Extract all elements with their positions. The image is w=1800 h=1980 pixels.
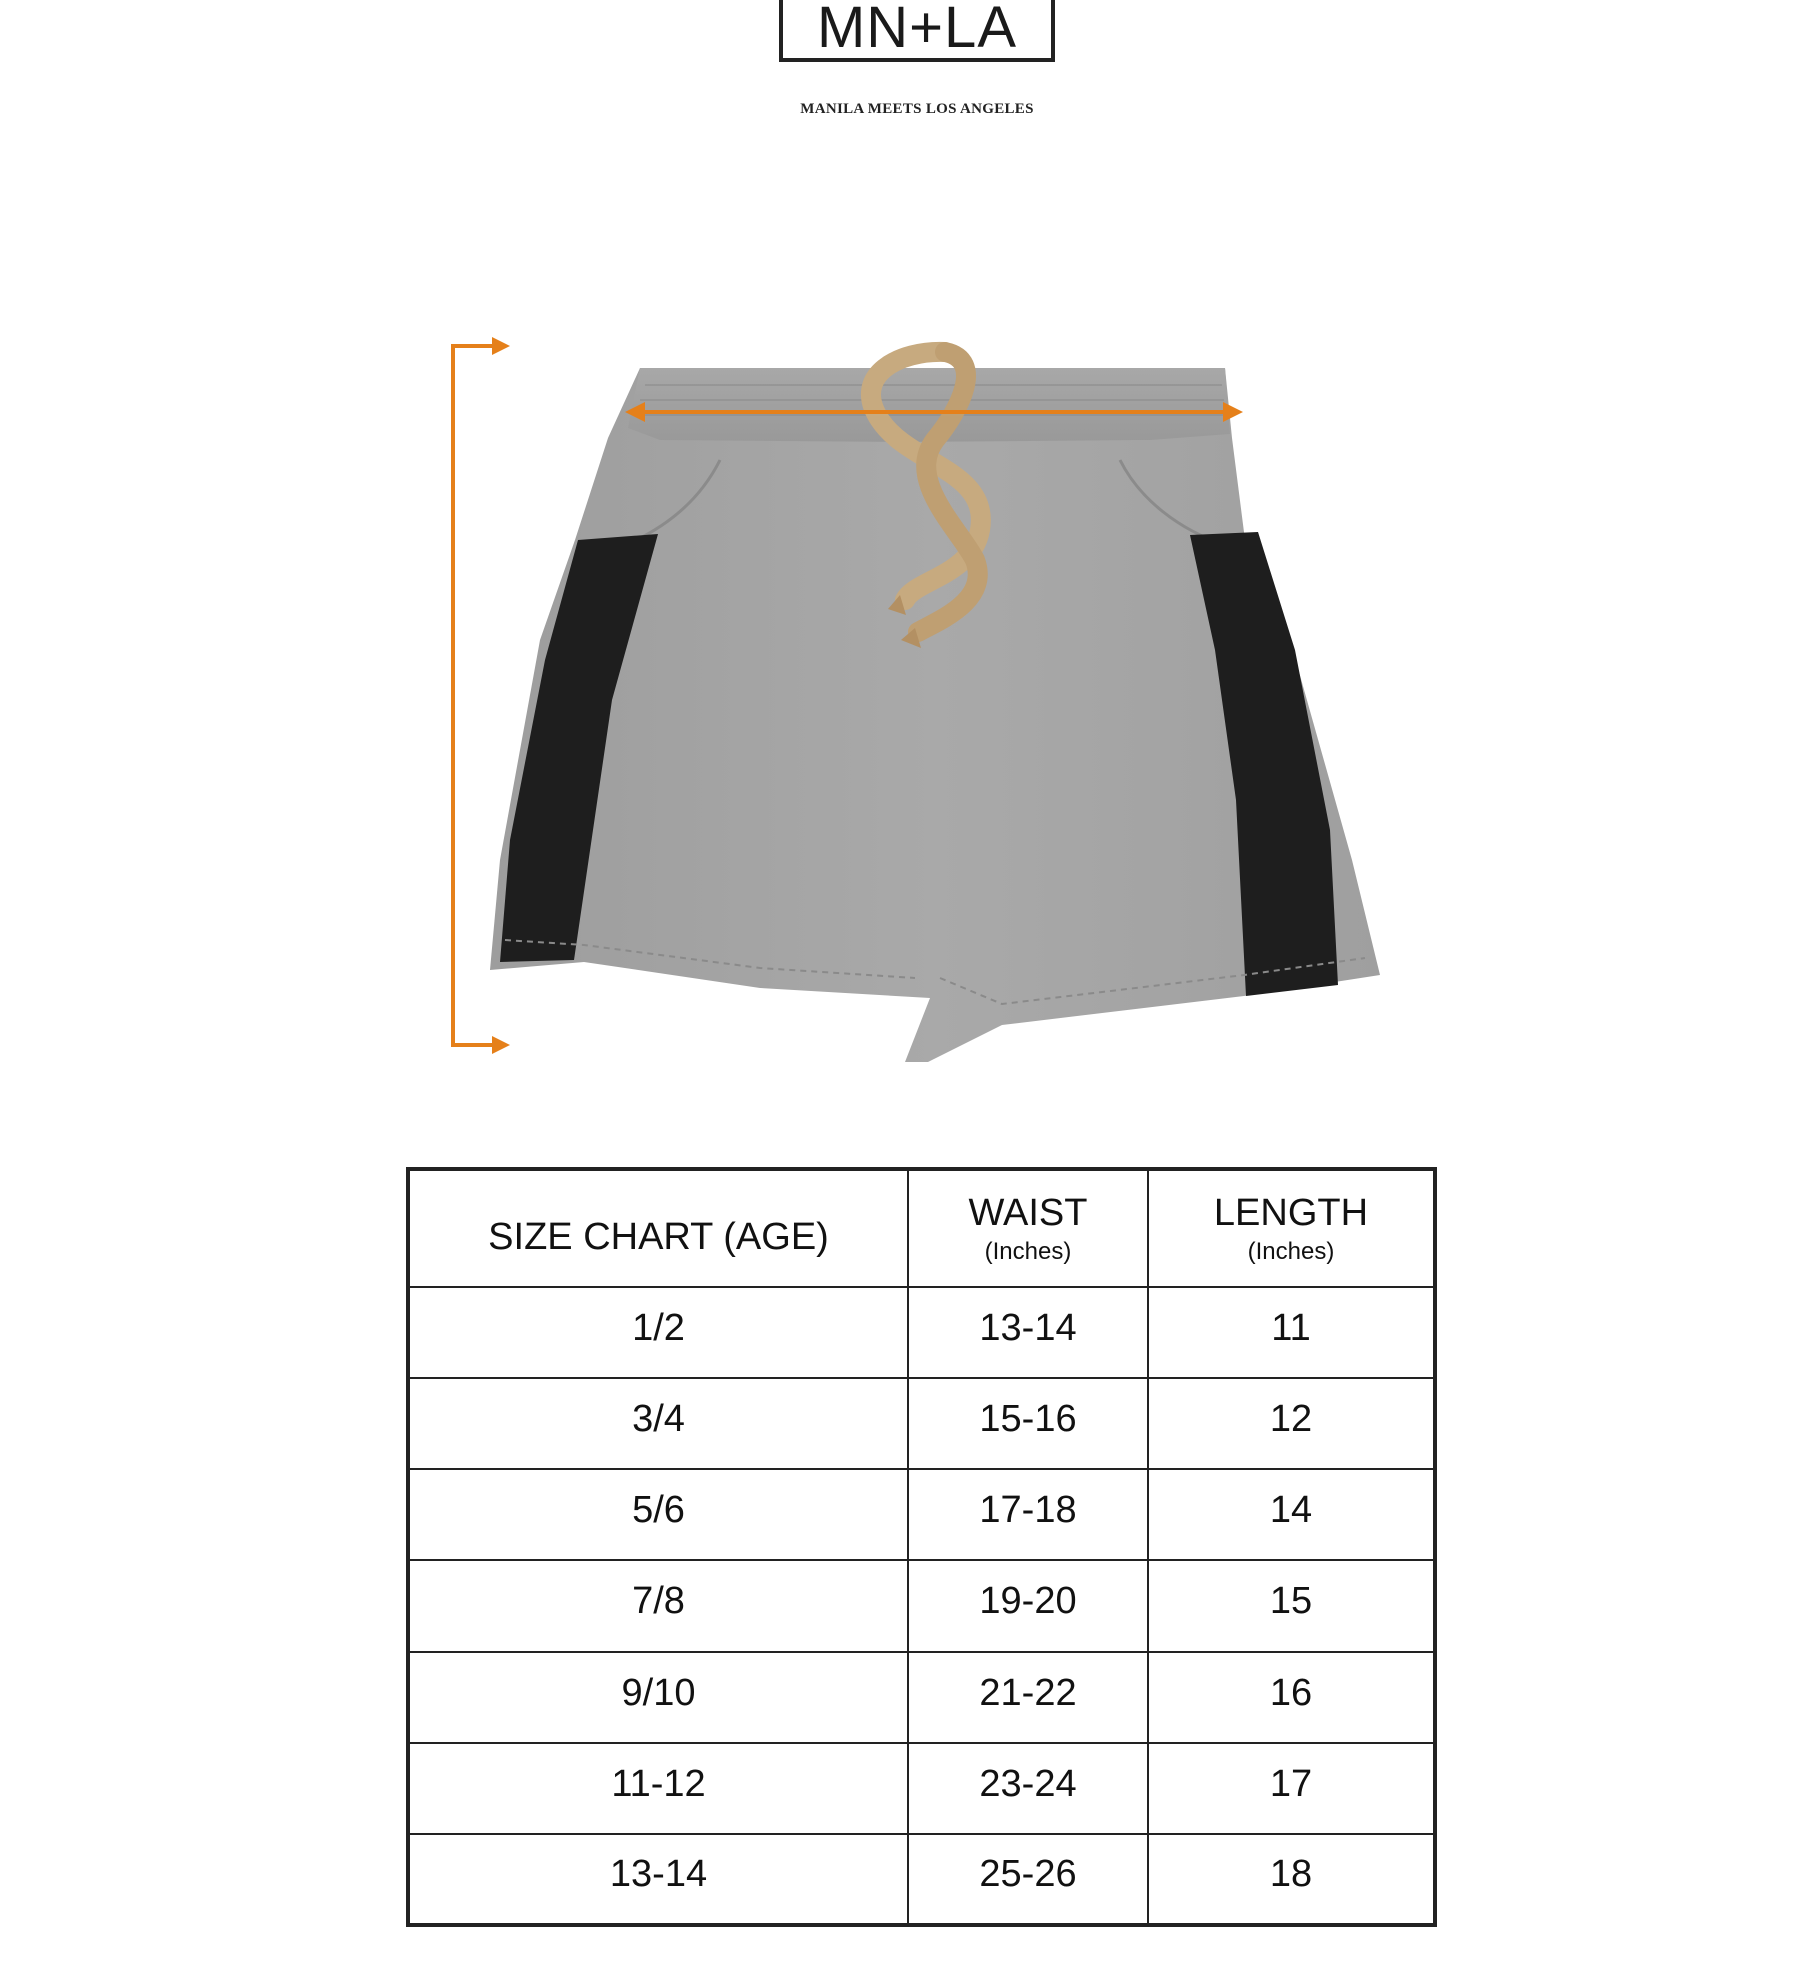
cell-age: 13-14 [408, 1834, 908, 1925]
table-row [408, 1834, 1435, 1925]
table-row [408, 1743, 1435, 1834]
header-length-label: LENGTH [1213, 1191, 1369, 1234]
cell-waist: 13-14 [908, 1287, 1148, 1378]
table-row [408, 1378, 1435, 1469]
cell-waist: 15-16 [908, 1378, 1148, 1469]
table-row [408, 1652, 1435, 1743]
cell-length: 11 [1148, 1287, 1435, 1378]
cell-age: 7/8 [408, 1560, 908, 1651]
cell-length: 16 [1148, 1652, 1435, 1743]
logo-text: MN+LA [816, 0, 1017, 60]
header-length [1148, 1169, 1435, 1287]
size-chart-table [406, 1167, 1437, 1927]
cell-waist: 23-24 [908, 1743, 1148, 1834]
header-length-unit: (Inches) [1247, 1238, 1335, 1266]
table-header-row [408, 1169, 1435, 1287]
cell-age: 5/6 [408, 1469, 908, 1560]
table-row [408, 1287, 1435, 1378]
cell-length: 14 [1148, 1469, 1435, 1560]
cell-waist: 19-20 [908, 1560, 1148, 1651]
cell-length: 15 [1148, 1560, 1435, 1651]
header-size-age: SIZE CHART (AGE) [408, 1169, 908, 1287]
waistband [628, 368, 1230, 442]
cell-age: 1/2 [408, 1287, 908, 1378]
cell-waist: 17-18 [908, 1469, 1148, 1560]
brand-tagline: MANILA MEETS LOS ANGELES [800, 101, 1034, 117]
cell-age: 11-12 [408, 1743, 908, 1834]
table-row [408, 1560, 1435, 1651]
cell-waist: 21-22 [908, 1652, 1148, 1743]
header-waist [908, 1169, 1148, 1287]
cell-length: 18 [1148, 1834, 1435, 1925]
cell-age: 9/10 [408, 1652, 908, 1743]
table-row [408, 1469, 1435, 1560]
cell-age: 3/4 [408, 1378, 908, 1469]
cell-length: 12 [1148, 1378, 1435, 1469]
header-waist-unit: (Inches) [984, 1238, 1072, 1266]
cell-length: 17 [1148, 1743, 1435, 1834]
header-waist-label: WAIST [968, 1191, 1088, 1234]
cell-waist: 25-26 [908, 1834, 1148, 1925]
